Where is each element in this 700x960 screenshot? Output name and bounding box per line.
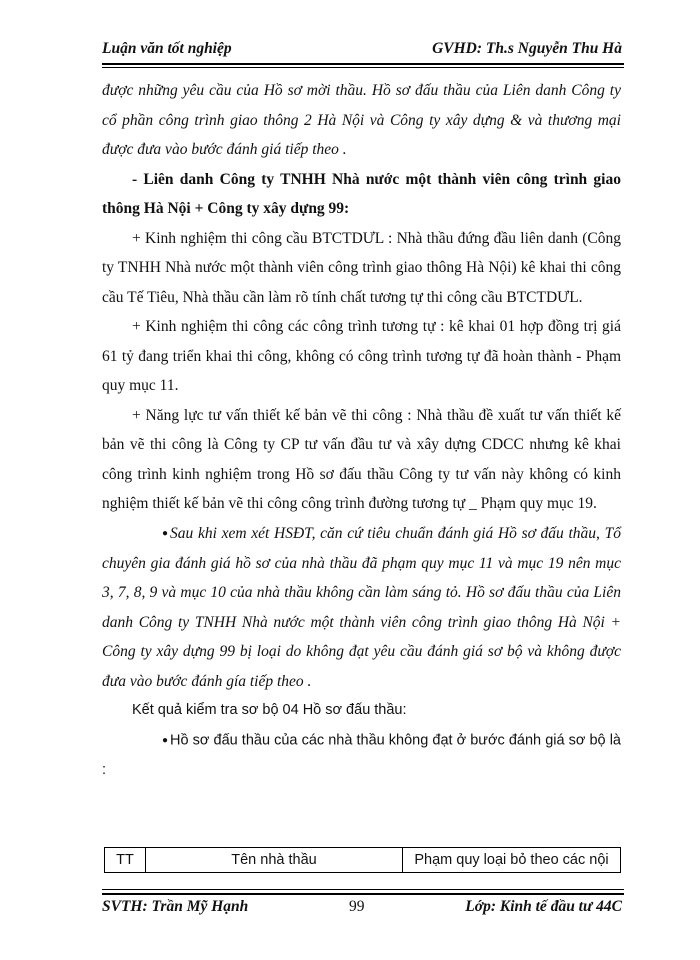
bidder-table	[104, 847, 621, 873]
paragraph-failed-bidders-text: Hồ sơ đấu thầu của các nhà thầu không đạt ở bước đánh giá sơ bộ là :	[102, 732, 621, 778]
paragraph-evaluation-conclusion	[102, 519, 621, 697]
table-header-contractor: Tên nhà thầu	[146, 848, 403, 873]
paragraph-design-consultant: + Năng lực tư vấn thiết kế bản vẽ thi công : Nhà thầu đề xuất tư vấn thiết kế bản vẽ thi công là Công ty CP tư vấn đầu tư và xây dựng CDCC nhưng kê khai công trình kinh nghiệm trong Hồ sơ đấu thầu Công ty tư vấn này không có kinh nghiệm thiết kế bản vẽ thi công công trình đường tương tự _ Phạm quy mục 19.	[102, 406, 621, 512]
paragraph-failed-bidders	[102, 726, 621, 786]
section-heading-joint-venture: - Liên danh Công ty TNHH Nhà nước một thành viên công trình giao thông Hà Nội + Công ty xây dựng 99:	[102, 170, 621, 217]
paragraph-bridge-experience: + Kinh nghiệm thi công cầu BTCTDƯL : Nhà thầu đứng đầu liên danh (Công ty TNHH Nhà nước một thành viên công trình giao thông Hà Nội) kê khai thi công cầu Tế Tiêu, Nhà thầu cần làm rõ tính chất tương tự thi công cầu BTCTDƯL.	[102, 229, 621, 306]
footer-rule-thin	[102, 889, 624, 890]
table-header-violation: Phạm quy loại bỏ theo các nội	[403, 848, 621, 873]
bullet-icon: ●	[162, 528, 169, 540]
page-header	[102, 40, 622, 64]
page-footer	[102, 898, 622, 922]
footer-class: Lớp: Kinh tế đầu tư 44C	[465, 898, 622, 915]
footer-student: SVTH: Trần Mỹ Hạnh	[102, 898, 249, 915]
paragraph-evaluation-text: Sau khi xem xét HSĐT, căn cứ tiêu chuẩn đánh giá Hồ sơ đấu thầu, Tổ chuyên gia đánh giá hồ sơ của nhà thầu đã phạm quy mục 11 và mục 19 nên mục 3, 7, 8, 9 và mục 10 của nhà thầu không cần làm sáng tỏ. Hồ sơ đấu thầu của Liên danh Công ty TNHH Nhà nước một thành viên công trình giao thông Hà Nội + Công ty xây dựng 99 bị loại do không đạt yêu cầu đánh giá sơ bộ và không được đưa vào bước đánh gía tiếp theo .	[102, 524, 621, 690]
header-thesis-title: Luận văn tốt nghiệp	[102, 40, 232, 57]
table-header-row	[105, 848, 621, 873]
body-content	[102, 76, 621, 785]
footer-rule-thick	[102, 893, 624, 895]
page-number: 99	[349, 898, 365, 915]
header-rule-thick	[102, 63, 624, 65]
paragraph-continuation: được những yêu cầu của Hồ sơ mời thầu. Hồ sơ đấu thầu của Liên danh Công ty cổ phần công trình giao thông 2 Hà Nội và Công ty xây dựng & và thương mại được đưa vào bước đánh giá tiếp theo .	[102, 82, 621, 158]
table-header-tt: TT	[105, 848, 146, 873]
header-supervisor: GVHD: Th.s Nguyễn Thu Hà	[432, 40, 622, 57]
paragraph-preliminary-result: Kết quả kiểm tra sơ bộ 04 Hồ sơ đấu thầu:	[132, 702, 407, 719]
paragraph-similar-works: + Kinh nghiệm thi công các công trình tương tự : kê khai 01 hợp đồng trị giá 61 tỷ đang triển khai thi công, không có công trình tương tự đã hoàn thành - Phạm quy mục 11.	[102, 318, 621, 394]
bullet-icon: ●	[162, 734, 169, 746]
header-rule-thin	[102, 67, 624, 68]
